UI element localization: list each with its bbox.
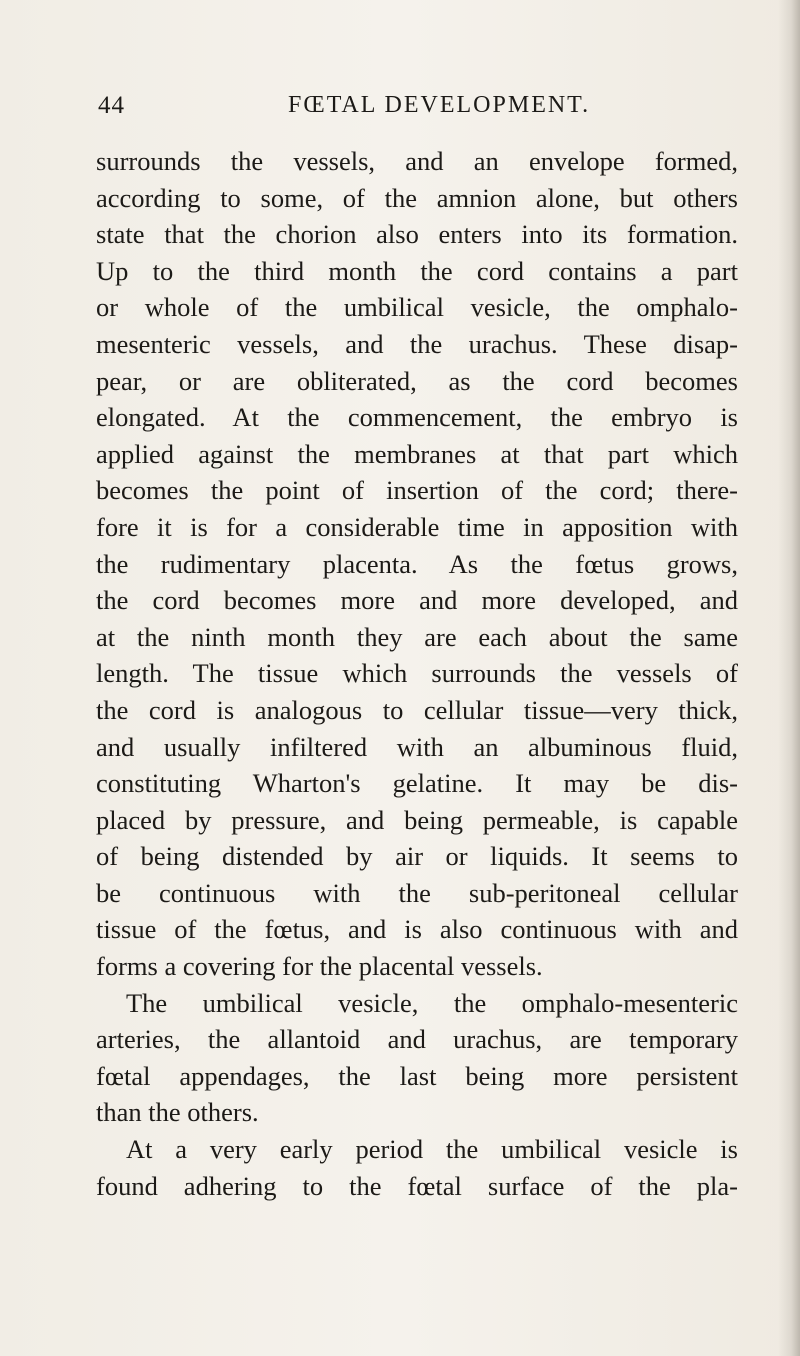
text-line: at the ninth month they are each about the same (96, 621, 738, 652)
text-line: than the others. (96, 1097, 259, 1128)
text-line: Up to the third month the cord contains a part (96, 255, 738, 286)
text-line: arteries, the allantoid and urachus, are temporary (96, 1024, 738, 1055)
text-line: forms a covering for the placental vessels. (96, 951, 543, 982)
text-line: found adhering to the fœtal surface of the pla- (96, 1170, 738, 1201)
text-line: or whole of the umbilical vesicle, the omphalo- (96, 292, 738, 323)
text-line: fœtal appendages, the last being more persistent (96, 1060, 738, 1091)
text-line: state that the chorion also enters into its formation. (96, 219, 738, 250)
body-text (96, 143, 738, 1204)
text-line: The umbilical vesicle, the omphalo-mesenteric (126, 987, 738, 1018)
text-line: surrounds the vessels, and an envelope formed, (96, 146, 738, 176)
text-line: placed by pressure, and being permeable, is capable (96, 804, 738, 835)
text-line: tissue of the fœtus, and is also continuous with and (96, 914, 738, 945)
text-line: At a very early period the umbilical vesicle is (126, 1134, 738, 1165)
text-line: mesenteric vessels, and the urachus. These disap- (96, 328, 738, 359)
text-line: of being distended by air or liquids. It seems to (96, 841, 738, 872)
text-line: becomes the point of insertion of the cord; there- (96, 475, 738, 506)
text-line: and usually infiltered with an albuminous fluid, (96, 731, 738, 762)
text-line: pear, or are obliterated, as the cord becomes (96, 365, 738, 396)
page-number: 44 (98, 92, 125, 119)
text-line: constituting Wharton's gelatine. It may be dis- (96, 768, 738, 799)
text-line: fore it is for a considerable time in apposition with (96, 511, 738, 542)
text-line: the cord becomes more and more developed, and (96, 585, 738, 616)
text-line: be continuous with the sub-peritoneal cellular (96, 877, 738, 908)
text-line: length. The tissue which surrounds the vessels of (96, 658, 738, 689)
text-line: the cord is analogous to cellular tissue—very thick, (96, 694, 738, 725)
running-head (98, 92, 740, 126)
text-line: according to some, of the amnion alone, but others (96, 182, 738, 213)
text-line: elongated. At the commencement, the embryo is (96, 402, 738, 433)
text-line: the rudimentary placenta. As the fœtus grows, (96, 548, 738, 579)
running-title: FŒTAL DEVELOPMENT. (288, 92, 591, 118)
text-line: applied against the membranes at that part which (96, 438, 738, 469)
page-edge-shadow (778, 0, 800, 1356)
